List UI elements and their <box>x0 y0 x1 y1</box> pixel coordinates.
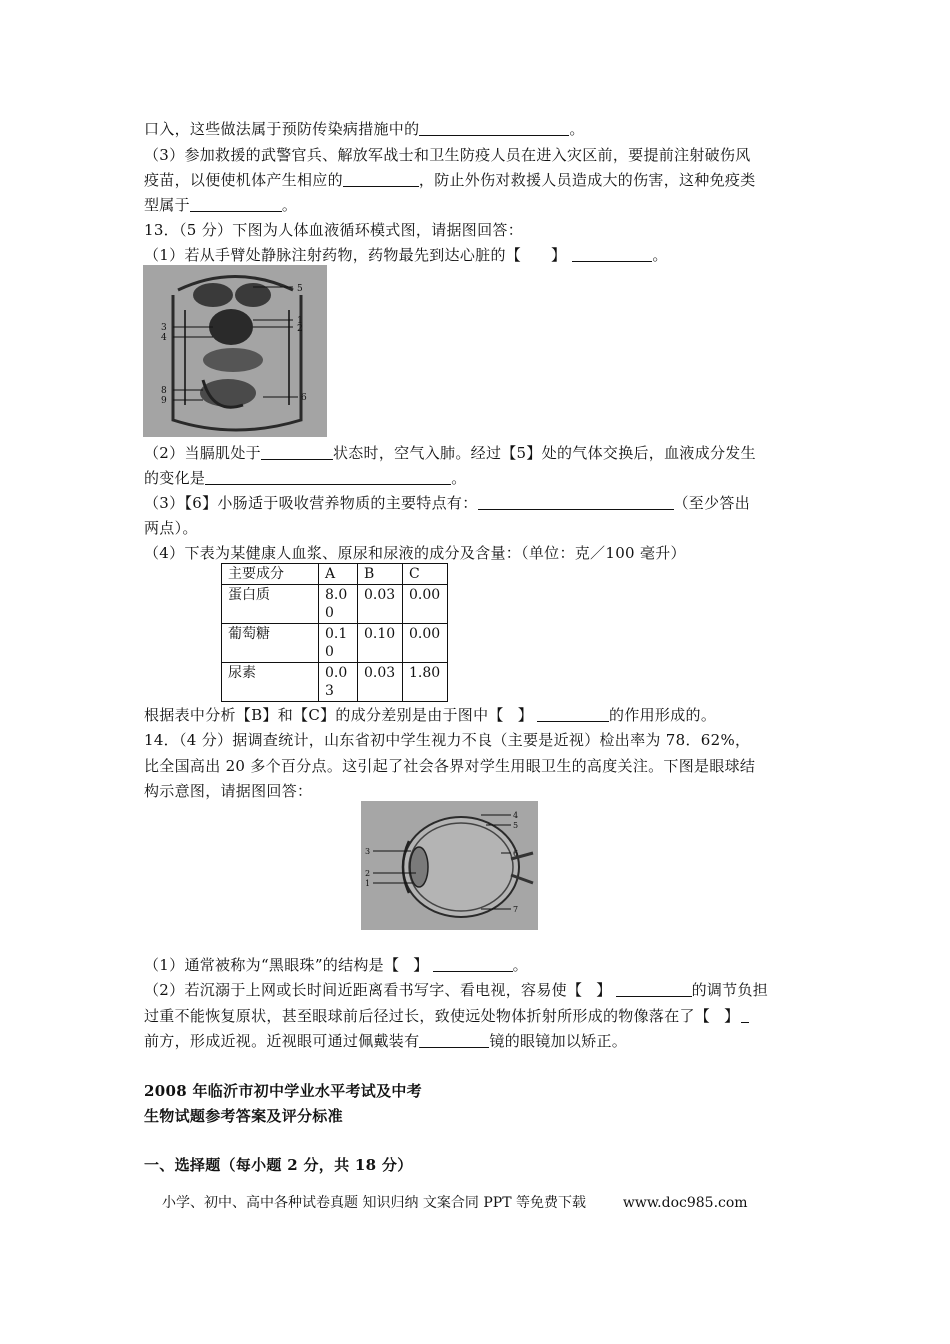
text-run: 2008 年临沂市初中学业水平考试及中考 <box>144 1082 422 1100</box>
text-run: 状态时，空气入肺。经过【5】处的气体交换后，血液成分发生 <box>332 444 756 462</box>
text-run: 型属于 <box>144 196 190 214</box>
text-run: 生物试题参考答案及评分标准 <box>144 1107 343 1125</box>
table-cell: 0.10 <box>358 624 403 663</box>
answer-blank[interactable] <box>478 494 674 510</box>
text-line <box>144 170 814 190</box>
text-run: （2）若沉溺于上网或长时间近距离看书写字、看电视，容易使【 <box>144 981 583 999</box>
text-run: 两点）。 <box>144 519 198 537</box>
diagram-label: 6 <box>301 393 307 403</box>
text-run: 的作用形成的。 <box>609 706 717 724</box>
text-run: 。 <box>512 956 528 974</box>
text-line <box>144 518 814 538</box>
table-header: C <box>403 564 448 585</box>
text-run: （至少答出 <box>673 494 751 512</box>
text-run: 。 <box>451 469 467 487</box>
question-14-heading <box>144 730 814 750</box>
text-line <box>144 781 814 801</box>
answer-blank[interactable] <box>572 246 652 262</box>
table-row <box>222 585 448 624</box>
diagram-label: 4 <box>513 811 519 820</box>
text-line <box>144 443 814 463</box>
text-run: （2）当膈肌处于 <box>144 444 261 462</box>
text-run: 。 <box>281 196 298 214</box>
answer-blank[interactable] <box>741 1007 749 1023</box>
blood-circulation-diagram <box>143 265 327 437</box>
text-run: 构示意图，请据图回答： <box>144 782 313 800</box>
text-line <box>144 468 814 488</box>
table-cell: 0.00 <box>403 624 448 663</box>
answer-blank[interactable] <box>205 469 451 485</box>
footer-link[interactable]: www.doc985.com <box>622 1195 748 1211</box>
text-run: 的调节负担 <box>691 981 769 999</box>
table-cell: 0.0 3 <box>319 663 358 702</box>
table-cell: 蛋白质 <box>222 585 319 624</box>
text-run: 。 <box>569 120 585 138</box>
answer-blank[interactable] <box>433 956 513 972</box>
eye-structure-diagram <box>361 801 538 930</box>
diagram-label: 1 <box>297 316 303 326</box>
text-run: 的变化是 <box>144 469 206 487</box>
text-run: 前方，形成近视。近视眼可通过佩戴装有 <box>144 1032 420 1050</box>
text-line <box>144 1031 814 1051</box>
question-13-heading <box>144 220 814 240</box>
table-header: 主要成分 <box>222 564 319 585</box>
text-run: 过重不能恢复原状，甚至眼球前后径过长，致使远处物体折射所形成的物像落在了【 <box>144 1007 711 1025</box>
text-run: 】 <box>413 956 429 974</box>
diagram-label: 5 <box>513 821 519 830</box>
footer-text: 小学、初中、高中各种试卷真题 知识归纳 文案合同 PPT 等免费下载 <box>162 1195 586 1211</box>
table-header: B <box>358 564 403 585</box>
text-run: 疫苗，以便使机体产生相应的 <box>144 171 343 189</box>
diagram-label: 9 <box>161 396 167 406</box>
composition-table <box>221 563 448 702</box>
table-cell: 0.03 <box>358 663 403 702</box>
table-cell: 尿素 <box>222 663 319 702</box>
text-line <box>144 195 814 215</box>
table-cell: 1.80 <box>403 663 448 702</box>
text-line <box>144 245 814 265</box>
diagram-label: 4 <box>161 333 167 343</box>
diagram-label: 1 <box>365 879 371 888</box>
diagram-label: 8 <box>161 386 167 396</box>
text-run: （1）若从手臂处静脉注射药物，药物最先到达心脏的【 <box>144 246 522 264</box>
table-row <box>222 663 448 702</box>
text-run: 14．（4 分）据调查统计，山东省初中学生视力不良（主要是近视）检出率为 78．62%， <box>144 731 751 749</box>
table-header-row <box>222 564 448 585</box>
text-line <box>144 145 814 165</box>
text-line <box>144 756 814 776</box>
section-heading <box>144 1155 814 1175</box>
answer-blank[interactable] <box>616 981 692 997</box>
text-run: 】 <box>724 1007 740 1025</box>
table-cell: 0.00 <box>403 585 448 624</box>
table-cell: 0.1 0 <box>319 624 358 663</box>
text-run: 根据表中分析【B】和【C】的成分差别是由于图中【 <box>144 706 504 724</box>
table-row <box>222 624 448 663</box>
diagram-label: 5 <box>297 284 303 294</box>
diagram-label: 2 <box>297 324 303 334</box>
page-footer <box>162 1192 748 1212</box>
text-line <box>144 543 814 563</box>
text-run: ，防止外伤对救援人员造成大的伤害，这种免疫类 <box>418 171 756 189</box>
text-run: （1）通常被称为“黑眼珠”的结构是【 <box>144 956 400 974</box>
text-line <box>144 980 814 1000</box>
text-run: 。 <box>652 246 668 264</box>
answer-blank[interactable] <box>537 706 609 722</box>
answer-blank[interactable] <box>419 120 569 136</box>
text-run: 镜的眼镜加以矫正。 <box>489 1032 628 1050</box>
text-run: 】 <box>596 981 612 999</box>
text-run: 比全国高出 20 多个百分点。这引起了社会各界对学生用眼卫生的高度关注。下图是眼球结 <box>144 757 756 775</box>
answer-blank[interactable] <box>190 196 282 212</box>
text-run: 】 <box>551 246 567 264</box>
diagram-label: 2 <box>365 869 371 878</box>
text-run: （3）【6】小肠适于吸收营养物质的主要特点有： <box>144 494 478 512</box>
table-cell: 0.03 <box>358 585 403 624</box>
table-cell: 8.0 0 <box>319 585 358 624</box>
diagram-label: 3 <box>161 323 167 333</box>
text-line <box>144 705 814 725</box>
diagram-label: 3 <box>365 847 371 856</box>
table-cell: 葡萄糖 <box>222 624 319 663</box>
text-line <box>144 1006 814 1026</box>
text-run: 】 <box>517 706 534 724</box>
answer-blank[interactable] <box>343 171 419 187</box>
answer-key-subtitle <box>144 1106 814 1126</box>
answer-blank[interactable] <box>261 444 333 460</box>
text-run: （3）参加救援的武警官兵、解放军战士和卫生防疫人员在进入灾区前，要提前注射破伤风 <box>144 146 751 164</box>
text-run: 13．（5 分）下图为人体血液循环模式图，请据图回答： <box>144 221 524 239</box>
diagram-label: 6 <box>513 849 519 858</box>
text-line <box>144 119 814 139</box>
answer-key-title <box>144 1081 814 1101</box>
text-run: 一、选择题（每小题 2 分，共 18 分） <box>144 1156 413 1174</box>
text-line <box>144 493 814 513</box>
answer-blank[interactable] <box>419 1032 489 1048</box>
diagram-label: 7 <box>513 905 519 914</box>
table-header: A <box>319 564 358 585</box>
text-line <box>144 955 814 975</box>
text-run: 口入，这些做法属于预防传染病措施中的 <box>144 120 420 138</box>
text-run: （4）下表为某健康人血浆、原尿和尿液的成分及含量：（单位：克／100 毫升） <box>144 544 686 562</box>
